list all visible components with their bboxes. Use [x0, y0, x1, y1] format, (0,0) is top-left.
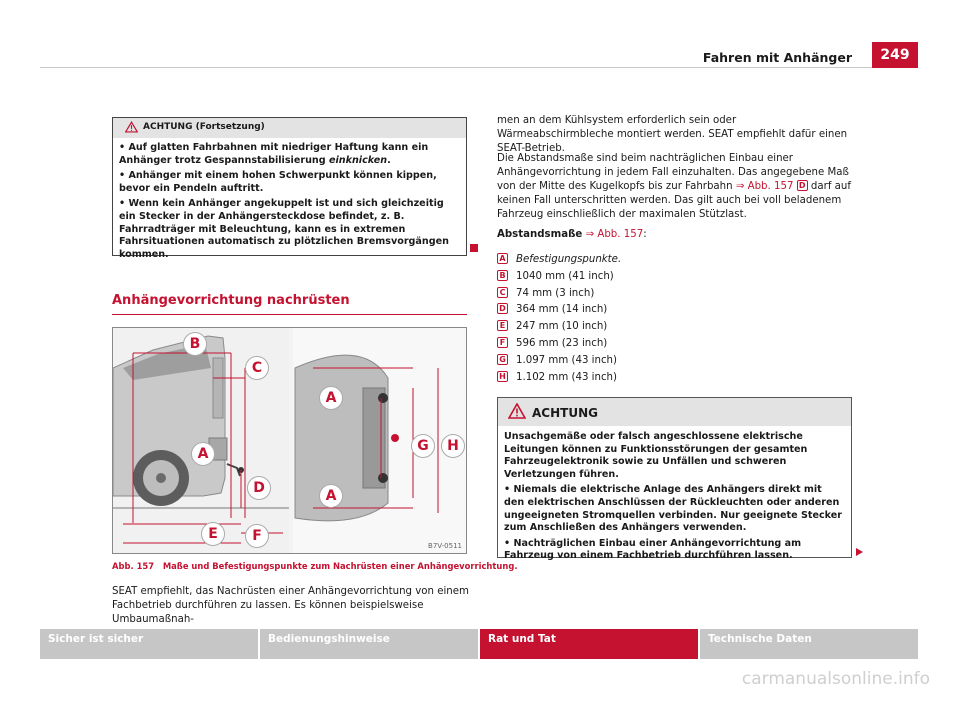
callout-a-top: A: [319, 386, 343, 410]
warning-continued-heading: ACHTUNG (Fortsetzung): [143, 122, 265, 132]
warning-body: [498, 426, 851, 563]
warning-item: • Niemals die elektrische Anlage des Anhängers direkt mit den elektrischen Anschlüssen der Rückleuchten oder anderen ungeeigneten Stromquellen verbinden. Nur geeignete Stecker zum Anschließen des Anhängers verwenden.: [504, 484, 843, 534]
continue-arrow-icon: [856, 548, 863, 556]
measurement-row: G 1.097 mm (43 inch): [497, 353, 621, 370]
tab-technische-daten[interactable]: Technische Daten: [700, 629, 918, 659]
footer-nav: [40, 629, 918, 659]
callout-a-left: A: [191, 442, 215, 466]
tab-sicher-ist-sicher[interactable]: Sicher ist sicher: [40, 629, 258, 659]
watermark: carmanualsonline.info: [741, 669, 930, 689]
measurement-row: E 247 mm (10 inch): [497, 319, 621, 336]
callout-g: G: [411, 434, 435, 458]
measurement-row: A Befestigungspunkte.: [497, 252, 621, 269]
tow-hitch-figure: [112, 327, 467, 554]
section-title: Anhängevorrichtung nachrüsten: [112, 293, 350, 308]
warning-intro: Unsachgemäße oder falsch angeschlossene elektrische Leitungen können zu Funktionsstörungen der gesamten Fahrzeugelektronik sowie zu Unfällen und schweren Verletzungen führen.: [504, 431, 808, 480]
left-paragraph: SEAT empfiehlt, das Nachrüsten einer Anhängevorrichtung von einem Fachbetrieb durchführen zu lassen. Es können beispielsweise Umbaumaßnah-: [112, 586, 469, 625]
figure-caption: Abb. 157 Maße und Befestigungspunkte zum Nachrüsten einer Anhängevorrichtung.: [112, 561, 518, 571]
warning-continued-body: [113, 138, 466, 261]
callout-h: H: [441, 434, 465, 458]
callout-d: D: [247, 476, 271, 500]
warning-header: [498, 398, 851, 426]
callout-b: B: [183, 332, 207, 356]
right-paragraph-2: Die Abstandsmaße sind beim nachträglichen Einbau einer Anhängevorrichtung in jedem Fall einzuhalten. Das angegebene Maß von der Mitte des Kugelkopfs bis zur Fahrbahn ⇒ Abb. 157 D darf auf keinen Fall unterschritten werden. Das gilt auch bei voll beladenem Fahrzeug einschließlich der maximalen Stützlast.: [497, 153, 851, 220]
badge-d: D: [797, 180, 808, 191]
page-number: 249: [872, 42, 918, 68]
tab-bedienungshinweise[interactable]: Bedienungshinweise: [260, 629, 478, 659]
section-rule: [112, 314, 467, 315]
figure-code: B7V-0511: [428, 542, 462, 550]
right-paragraph-1: men an dem Kühlsystem erforderlich sein oder Wärmeabschirmbleche montiert werden. SEAT empfiehlt dafür einen SEAT-Betrieb.: [497, 115, 848, 154]
header-rule: [40, 67, 918, 68]
warning-heading: ACHTUNG: [532, 406, 598, 420]
warning-triangle-icon: [508, 403, 526, 419]
warning-item: • Anhänger mit einem hohen Schwerpunkt können kippen, bevor ein Pendeln auftritt.: [119, 170, 437, 194]
warning-item: • Nachträglichen Einbau einer Anhängevorrichtung am Fahrzeug von einem Fachbetrieb durchführen lassen.: [504, 537, 802, 562]
measurement-row: F 596 mm (23 inch): [497, 336, 621, 353]
warning-box: [497, 397, 852, 562]
section-end-marker: [470, 244, 478, 252]
callout-c: C: [245, 356, 269, 380]
warning-continued-header: [113, 118, 466, 138]
warning-continued-box: [112, 117, 467, 260]
warning-item: • Wenn kein Anhänger angekuppelt ist und sich gleichzeitig ein Stecker in der Anhängersteckdose befindet, z. B. Fahrradträger mit Beleuchtung, kann es in extremen Fahrsituationen automatisch zu plötzlichen Bremsvorgängen kommen.: [119, 198, 449, 260]
figure-reference-link[interactable]: ⇒ Abb. 157: [735, 181, 794, 192]
distances-heading: Abstandsmaße ⇒ Abb. 157:: [497, 229, 647, 240]
measurement-row: H 1.102 mm (43 inch): [497, 370, 621, 387]
distances-figure-link[interactable]: ⇒ Abb. 157: [585, 229, 644, 240]
callout-e: E: [201, 522, 225, 546]
measurement-list: [497, 252, 621, 386]
callout-f: F: [245, 524, 269, 548]
warning-triangle-icon: [125, 121, 138, 133]
chapter-title: Fahren mit Anhänger: [702, 50, 852, 65]
measurement-row: C 74 mm (3 inch): [497, 286, 621, 303]
tab-rat-und-tat[interactable]: Rat und Tat: [480, 629, 698, 659]
measurement-row: B 1040 mm (41 inch): [497, 269, 621, 286]
callout-a-bottom: A: [319, 484, 343, 508]
warning-item: • Auf glatten Fahrbahnen mit niedriger Haftung kann ein Anhänger trotz Gespannstabilisierung einknicken.: [119, 142, 429, 166]
measurement-row: D 364 mm (14 inch): [497, 302, 621, 319]
